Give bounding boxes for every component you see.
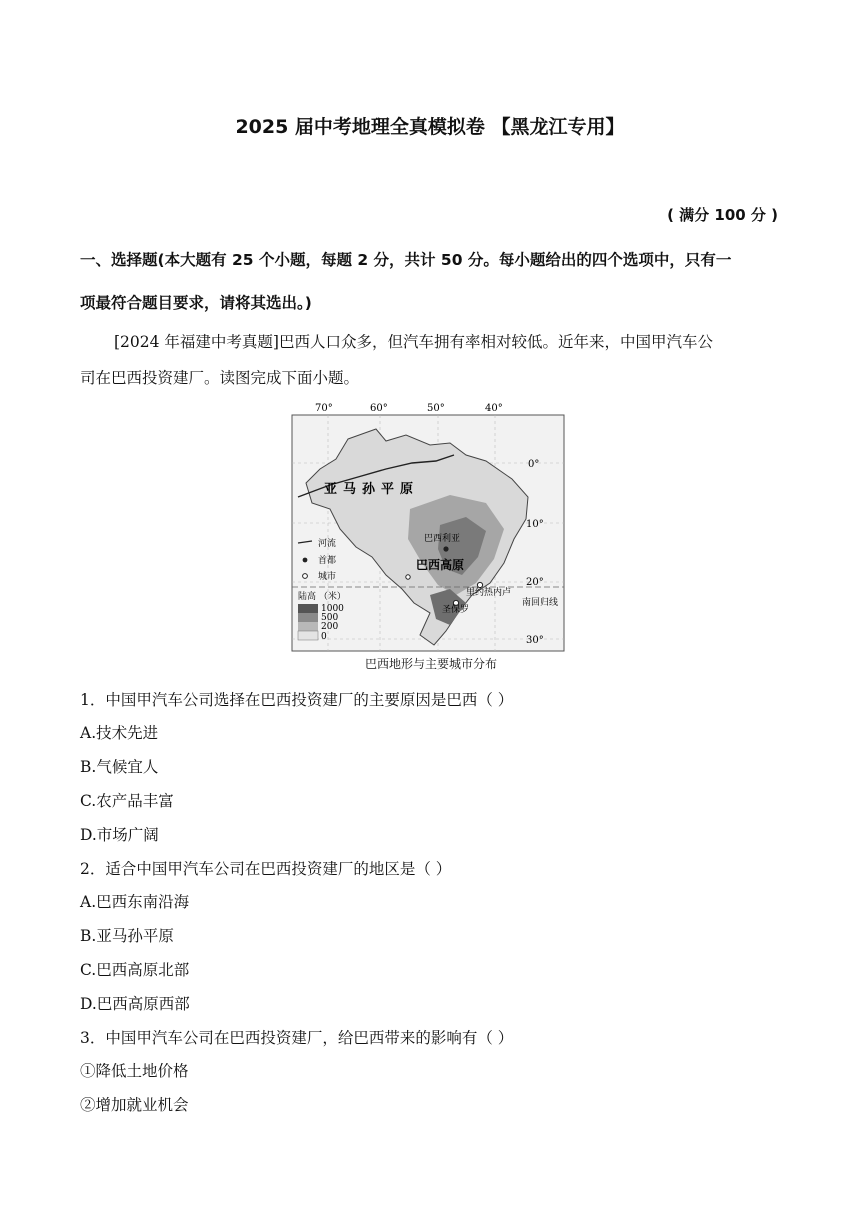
option: D.巴西高原西部: [80, 995, 190, 1013]
brazil-plateau-label: 巴西高原: [416, 558, 465, 572]
question-stem: 3．中国甲汽车公司在巴西投资建厂，给巴西带来的影响有（ ）: [80, 1029, 514, 1047]
svg-text:首都: 首都: [318, 556, 337, 566]
lon-label: 70°: [315, 403, 333, 414]
question-stem: 1．中国甲汽车公司选择在巴西投资建厂的主要原因是巴西（ ）: [80, 691, 514, 709]
option: C.巴西高原北部: [80, 961, 190, 979]
svg-text:200: 200: [321, 622, 339, 632]
lat-label: 30°: [526, 635, 544, 646]
tropic-label: 南回归线: [522, 598, 559, 608]
option: C.农产品丰富: [80, 792, 174, 810]
lon-label: 40°: [485, 403, 503, 414]
svg-text:城市: 城市: [318, 572, 337, 582]
lat-label: 20°: [526, 577, 544, 588]
question-stem: 2．适合中国甲汽车公司在巴西投资建厂的地区是（ ）: [80, 860, 452, 878]
svg-text:河流: 河流: [318, 539, 337, 549]
option: ①降低土地价格: [80, 1062, 189, 1080]
brasilia-label: 巴西利亚: [424, 534, 461, 544]
intro-line1: [2024 年福建中考真题]巴西人口众多，但汽车拥有率相对较低。近年来，中国甲汽车公: [114, 333, 713, 351]
sao-paulo-label: 圣保罗: [442, 605, 470, 615]
intro-line2: 司在巴西投资建厂。读图完成下面小题。: [80, 369, 360, 387]
document-title: 2025 届中考地理全真模拟卷 【黑龙江专用】: [235, 116, 625, 138]
svg-text:1000: 1000: [321, 604, 344, 614]
rio-label: 里约热内卢: [466, 588, 512, 598]
option: A.巴西东南沿海: [80, 893, 190, 911]
lon-label: 60°: [370, 403, 388, 414]
svg-text:500: 500: [321, 613, 339, 623]
lat-label: 10°: [526, 519, 544, 530]
brasilia-marker: [443, 546, 448, 551]
svg-text:陆高 （米）: 陆高 （米）: [298, 592, 346, 602]
rio-marker: [477, 582, 482, 587]
option: B.亚马孙平原: [80, 927, 174, 945]
svg-text:0: 0: [321, 632, 327, 642]
option: B.气候宜人: [80, 758, 159, 776]
full-score-note: ( 满分 100 分 ): [667, 206, 778, 224]
section-heading-line2: 项最符合题目要求，请将其选出。): [80, 294, 312, 312]
option: D.市场广阔: [80, 826, 159, 844]
option: A.技术先进: [80, 724, 159, 742]
option: ②增加就业机会: [80, 1096, 189, 1114]
lat-label: 0°: [528, 459, 540, 470]
amazon-plain-label: 亚马孙平原: [324, 482, 420, 497]
map-caption: 巴西地形与主要城市分布: [364, 657, 497, 671]
section-heading-line1: 一、选择题(本大题有 25 个小题，每题 2 分，共计 50 分。每小题给出的四个选项中，只有一: [80, 251, 732, 269]
lon-label: 50°: [427, 403, 445, 414]
brazil-terrain-map: [290, 399, 572, 671]
